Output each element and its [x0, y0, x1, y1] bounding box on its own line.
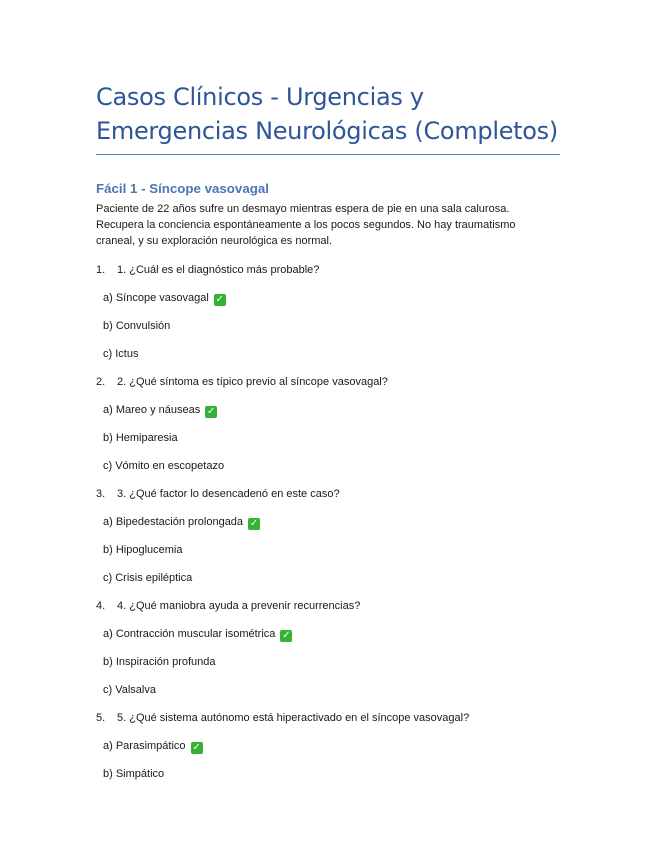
answer-option: [96, 738, 564, 754]
answer-option: [96, 570, 564, 586]
option-label: c) Vómito en escopetazo: [103, 460, 225, 472]
question-item: [96, 598, 564, 614]
intro-line-1: Paciente de 22 años sufre un desmayo mientras espera de pie en una sala calurosa.: [96, 203, 510, 215]
option-label: a) Síncope vasovagal: [103, 292, 209, 304]
check-mark-icon: ✓: [249, 518, 259, 529]
question-item: [96, 374, 564, 390]
answer-option: [96, 654, 564, 670]
question-number: 2.: [96, 376, 106, 388]
option-label: a) Bipedestación prolongada: [103, 516, 244, 528]
answer-option: [96, 542, 564, 558]
question-item: [96, 486, 564, 502]
option-label: b) Simpático: [103, 768, 165, 780]
check-mark-icon: ✓: [282, 630, 291, 641]
document-page: [96, 0, 564, 782]
question-list: [96, 262, 564, 782]
answer-option: [96, 514, 564, 530]
case-intro: [96, 201, 564, 249]
answer-option: [96, 290, 564, 306]
question-item: [96, 710, 564, 726]
answer-option: [96, 458, 564, 474]
document-title: [96, 0, 564, 148]
intro-line-3: craneal, y su exploración neurológica es normal.: [96, 235, 333, 247]
question-number: 1.: [96, 264, 106, 276]
question-item: [96, 262, 564, 278]
answer-option: [96, 682, 564, 698]
answer-option: [96, 402, 564, 418]
option-label: c) Crisis epiléptica: [103, 572, 193, 584]
option-label: b) Hipoglucemia: [103, 544, 183, 556]
case-heading: Fácil 1 - Síncope vasovagal: [96, 181, 269, 196]
question-number: 5.: [96, 712, 106, 724]
option-label: a) Mareo y náuseas: [103, 404, 201, 416]
title-line-1: Casos Clínicos - Urgencias y: [96, 83, 424, 111]
option-label: b) Hemiparesia: [103, 432, 178, 444]
answer-option: [96, 766, 564, 782]
question-text: 5. ¿Qué sistema autónomo está hiperactivado en el síncope vasovagal?: [117, 712, 470, 724]
option-label: c) Valsalva: [103, 684, 156, 696]
option-label: b) Convulsión: [103, 320, 171, 332]
option-label: a) Contracción muscular isométrica: [103, 628, 276, 640]
check-mark-icon: ✓: [192, 742, 201, 753]
answer-option: [96, 626, 564, 642]
check-mark-icon: ✓: [207, 406, 216, 417]
title-divider: [96, 154, 560, 155]
question-text: 4. ¿Qué maniobra ayuda a prevenir recurrencias?: [117, 600, 361, 612]
check-mark-icon: ✓: [215, 294, 224, 305]
question-text: 3. ¿Qué factor lo desencadenó en este caso?: [117, 488, 340, 500]
option-label: b) Inspiración profunda: [103, 656, 216, 668]
question-number: 4.: [96, 600, 106, 612]
question-number: 3.: [96, 488, 106, 500]
intro-line-2: Recupera la conciencia espontáneamente a los pocos segundos. No hay traumatismo: [96, 219, 516, 231]
option-label: a) Parasimpático: [103, 740, 186, 752]
option-label: c) Ictus: [103, 348, 139, 360]
title-line-2: Emergencias Neurológicas (Completos): [96, 117, 558, 145]
answer-option: [96, 318, 564, 334]
answer-option: [96, 346, 564, 362]
question-text: 1. ¿Cuál es el diagnóstico más probable?: [117, 264, 320, 276]
answer-option: [96, 430, 564, 446]
question-text: 2. ¿Qué síntoma es típico previo al síncope vasovagal?: [117, 376, 388, 388]
